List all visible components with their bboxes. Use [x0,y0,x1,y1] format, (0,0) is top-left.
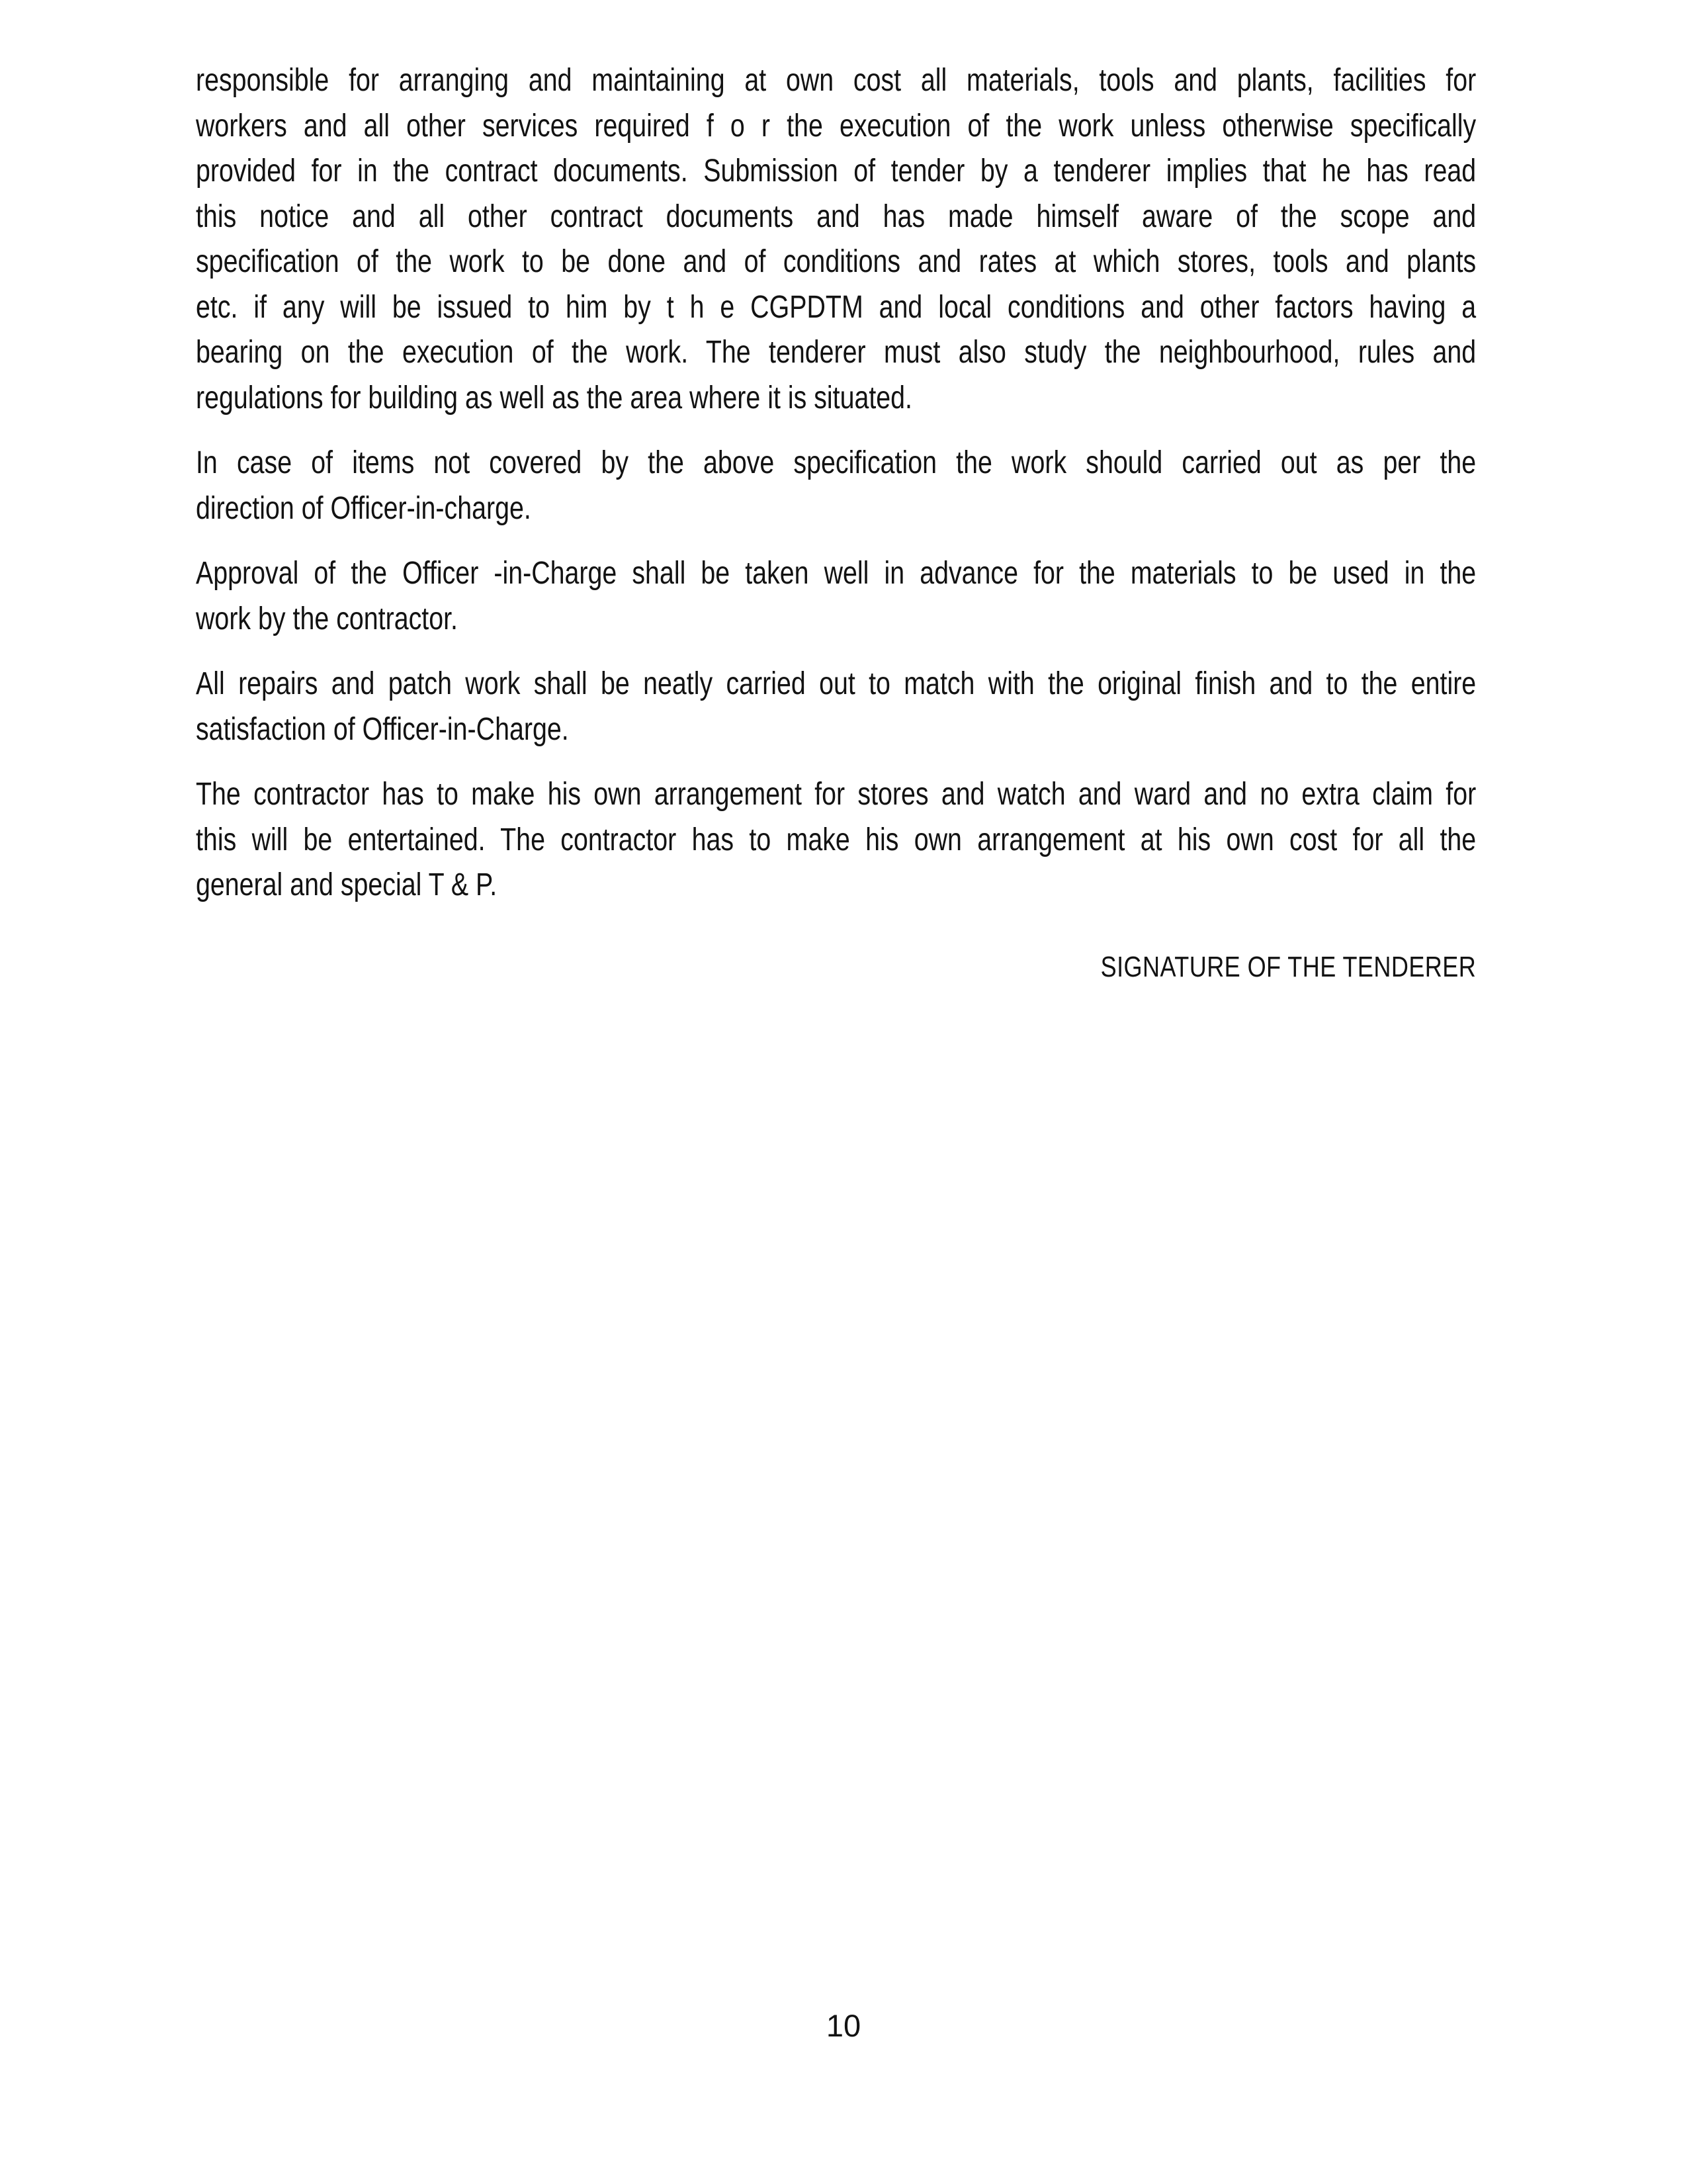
paragraph-5 [196,772,1476,908]
text-line: regulations for building as well as the area where it is situated. [196,380,913,415]
text-line: work by the contractor. [196,601,458,636]
text-line: this will be entertained. The contractor has to make his own arrangement at his own cost for all the [196,822,1477,857]
signature-line: SIGNATURE OF THE TENDERER [1100,950,1477,983]
text-line: provided for in the contract documents. Submission of tender by a tenderer implies that he has read [196,153,1477,189]
text-line: All repairs and patch work shall be neatly carried out to match with the original finish and to the entire [196,666,1477,701]
text-line: workers and all other services required f o r the execution of the work unless otherwise specifically [196,108,1477,144]
text-line: responsible for arranging and maintaining at own cost all materials, tools and plants, facilities for [196,63,1477,98]
text-line: In case of items not covered by the above specification the work should carried out as per the [196,445,1477,480]
paragraph-2 [196,441,1476,531]
paragraph-3 [196,551,1476,642]
text-line: general and special T & P. [196,867,497,902]
text-line: this notice and all other contract documents and has made himself aware of the scope and [196,198,1477,234]
text-line: Approval of the Officer -in-Charge shall be taken well in advance for the materials to be used in the [196,556,1477,591]
text-line: direction of Officer-in-charge. [196,490,531,526]
paragraph-4 [196,662,1476,752]
document-body [196,58,1476,990]
text-line: The contractor has to make his own arrangement for stores and watch and ward and no extra claim for [196,777,1477,812]
page-number: 10 [826,2008,861,2043]
text-line: specification of the work to be done and of conditions and rates at which stores, tools and plants [196,244,1477,279]
paragraph-1 [196,58,1476,421]
text-line: bearing on the execution of the work. The tenderer must also study the neighbourhood, rules and [196,335,1477,370]
text-line: etc. if any will be issued to him by t h e CGPDTM and local conditions and other factors having a [196,289,1477,325]
text-line: satisfaction of Officer-in-Charge. [196,711,569,747]
